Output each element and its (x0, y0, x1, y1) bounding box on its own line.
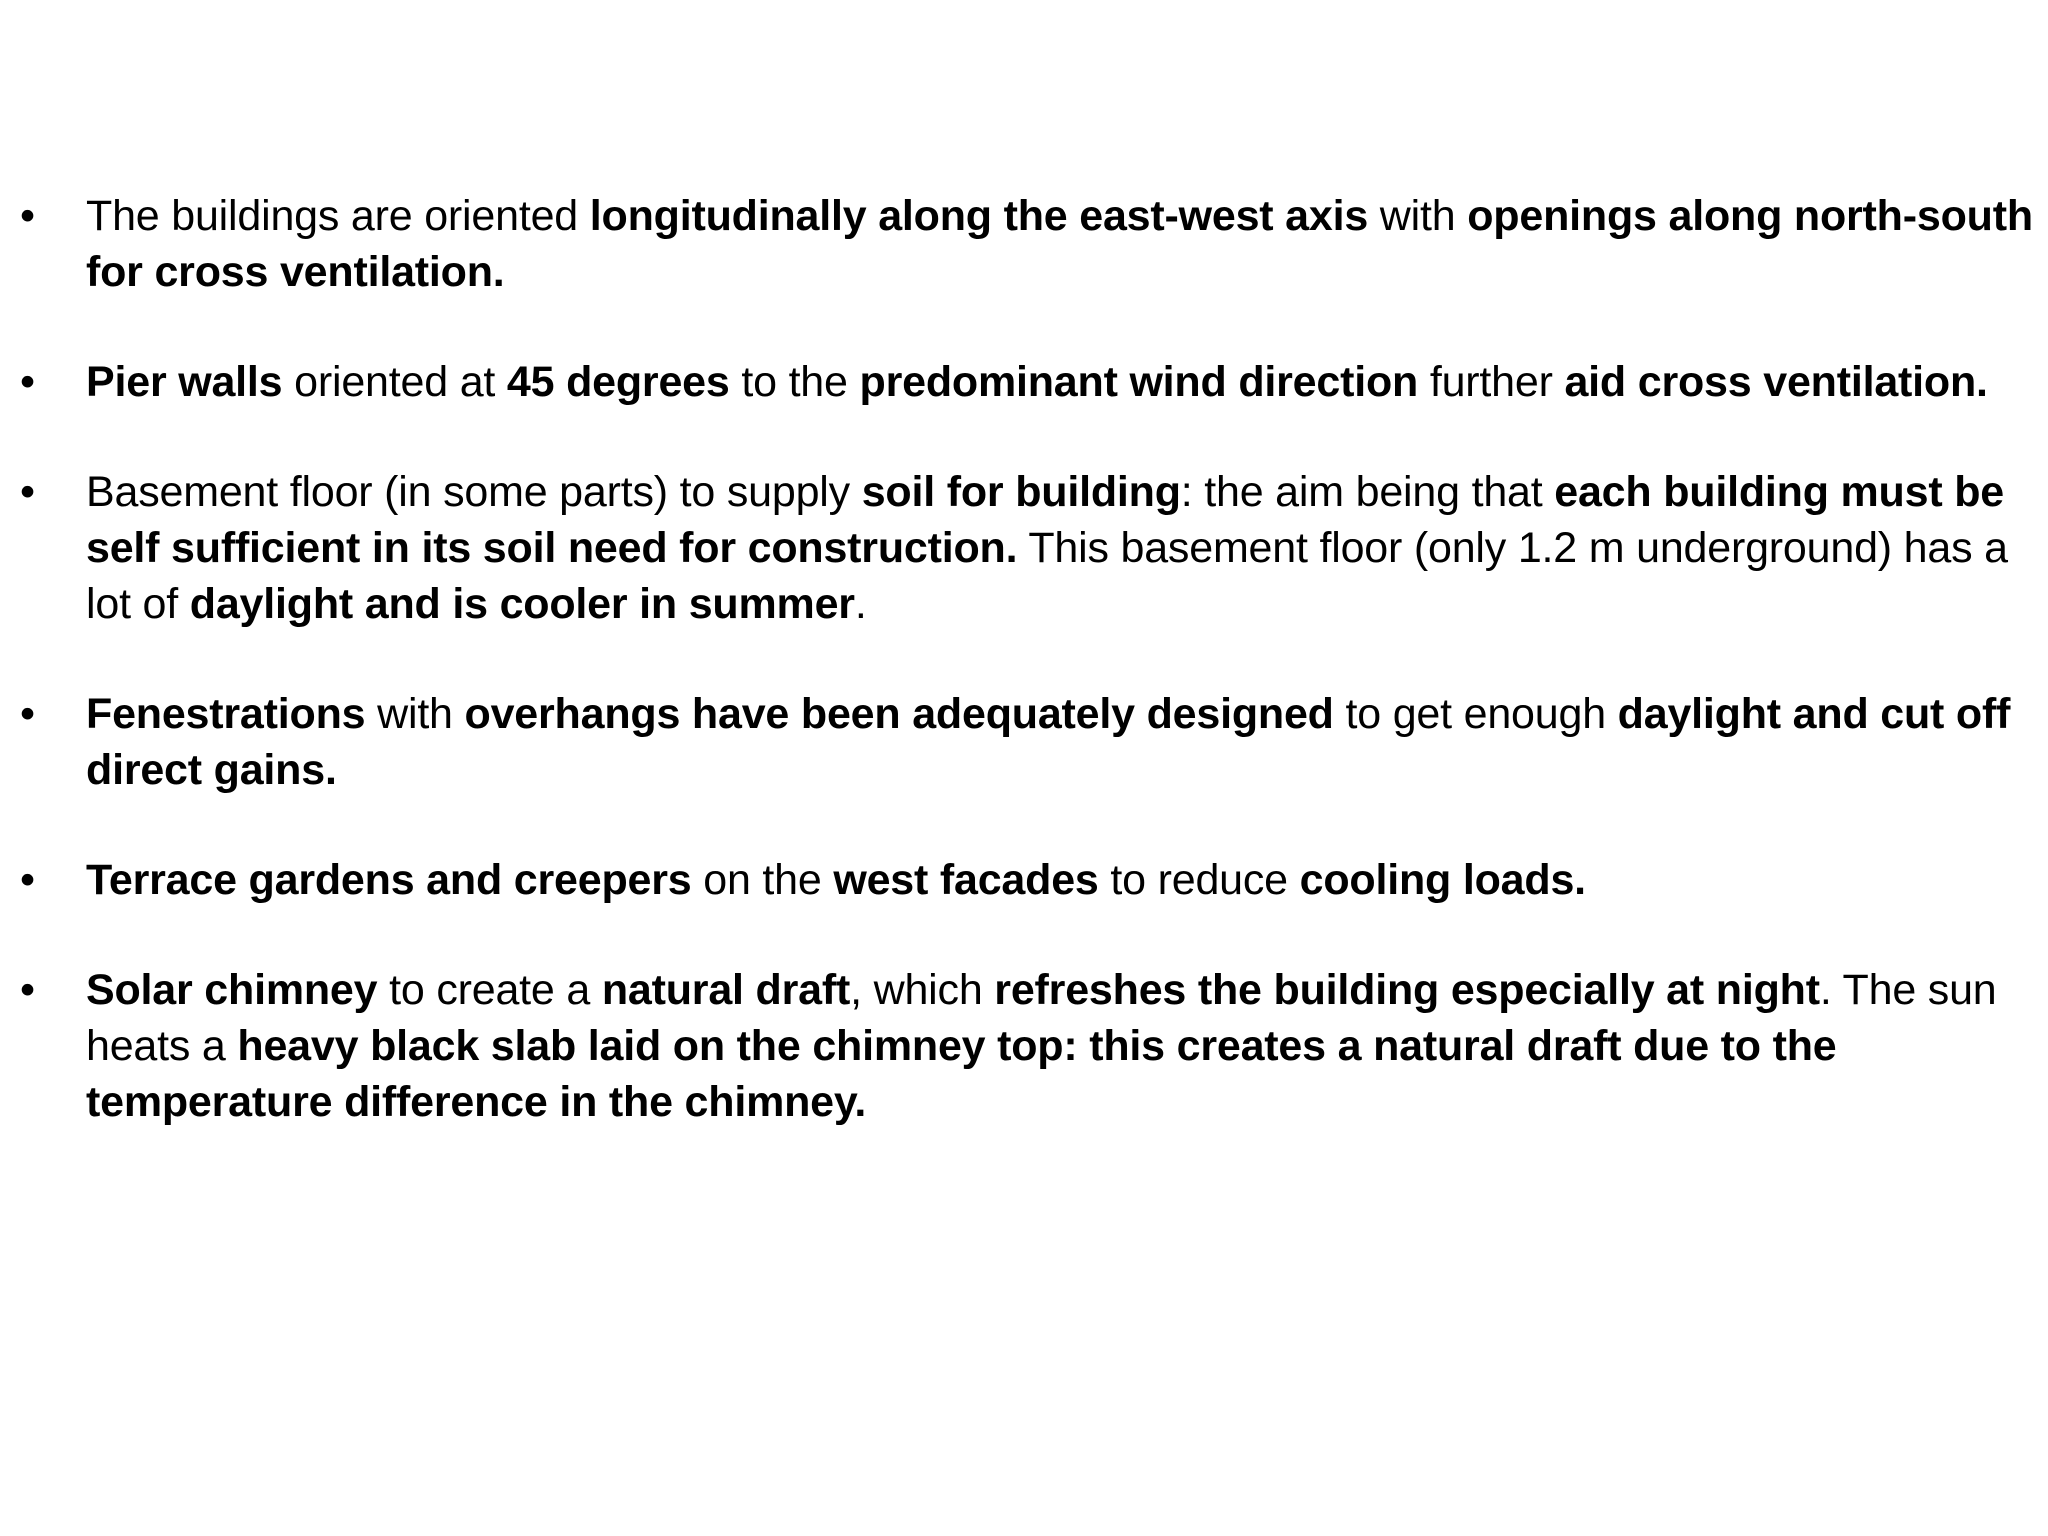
bold-text-segment: west facades (833, 856, 1099, 904)
bold-text-segment: 45 degrees (506, 358, 730, 406)
bullet-item (14, 464, 2039, 632)
bold-text-segment: cooling loads. (1299, 856, 1586, 904)
bold-text-segment: aid cross ventilation. (1564, 358, 1988, 406)
text-segment: on the (691, 856, 834, 904)
bold-text-segment: daylight and is cooler in summer (189, 580, 855, 628)
text-segment: Basement floor (in some parts) to supply (86, 468, 862, 516)
bold-text-segment: longitudinally along the east-west axis (589, 192, 1369, 240)
text-segment: to create a (377, 966, 602, 1014)
bold-text-segment: natural draft (601, 966, 851, 1014)
text-segment: : the aim being that (1180, 468, 1555, 516)
text-segment: with (365, 690, 465, 738)
text-segment: to the (729, 358, 860, 406)
bullet-item (14, 962, 2039, 1130)
bold-text-segment: each building must be self sufficient in its soil need for construction. (86, 468, 2004, 572)
bold-text-segment: Solar chimney (86, 966, 378, 1014)
bullet-item (14, 188, 2039, 300)
text-segment: , which (850, 966, 995, 1014)
text-segment: with (1368, 192, 1468, 240)
bold-text-segment: openings along north-south for cross ventilation. (86, 192, 2033, 296)
bullet-point-icon: • (20, 468, 35, 516)
text-segment: to reduce (1098, 856, 1300, 904)
bullet-item (14, 354, 2039, 410)
bullet-item (14, 852, 2039, 908)
bullet-point-icon: • (20, 192, 35, 240)
text-segment: to get enough (1333, 690, 1618, 738)
bullet-item (14, 686, 2039, 798)
bullet-point-icon: • (20, 690, 35, 738)
bold-text-segment: predominant wind direction (859, 358, 1419, 406)
text-segment: The buildings are oriented (86, 192, 590, 240)
text-segment: . (854, 580, 867, 628)
bullet-list (14, 188, 2039, 1184)
bold-text-segment: Terrace gardens and creepers (86, 856, 692, 904)
bold-text-segment: Fenestrations (86, 690, 366, 738)
bullet-point-icon: • (20, 856, 35, 904)
text-segment: oriented at (282, 358, 507, 406)
bullet-point-icon: • (20, 358, 35, 406)
bold-text-segment: refreshes the building especially at night (994, 966, 1820, 1014)
bold-text-segment: heavy black slab laid on the chimney top: this creates a natural draft due to the temperature difference in the chimney. (86, 1022, 1837, 1126)
bold-text-segment: daylight and cut off direct gains. (86, 690, 2011, 794)
bullet-point-icon: • (20, 966, 35, 1014)
bold-text-segment: Pier walls (86, 358, 283, 406)
bold-text-segment: soil for building (861, 468, 1181, 516)
text-segment: . The sun heats a (86, 966, 1997, 1070)
bold-text-segment: overhangs have been adequately designed (464, 690, 1334, 738)
text-segment: This basement floor (only 1.2 m underground) has a lot of (86, 524, 2008, 628)
text-segment: further (1418, 358, 1565, 406)
